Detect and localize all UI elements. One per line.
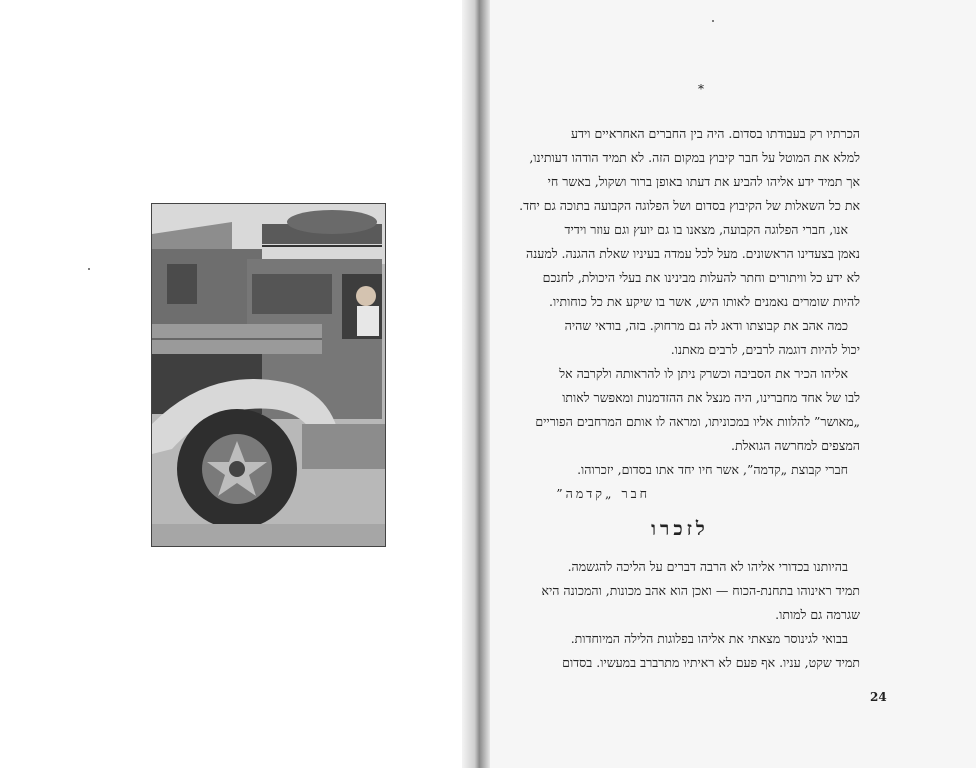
book-spine (462, 0, 490, 768)
star-mark: * (698, 82, 704, 96)
signature-line: חבר „קדמה” (556, 486, 650, 501)
text-line: את כל השאלות של הקיבוץ בסדום ושל הפלוגה הקבועה בתוכה גם יחד. (519, 198, 860, 213)
text-line: להיות שומרים נאמנים לאותו היש, אשר בו שיקע את כל כוחותיו. (549, 294, 860, 309)
text-line: אליהו הכיר את הסביבה וכשרק ניתן לו להראותה ולקרבה אל (559, 366, 848, 381)
text-line: המצפים למחרשה הגואלת. (730, 438, 860, 453)
section-heading: לזכרו (651, 518, 709, 540)
truck-photo (151, 203, 386, 547)
left-page (0, 0, 466, 768)
text-line: אנו, חברי הפלוגה הקבועה, מצאנו בו גם יועץ וגם עוזר וידיד (564, 222, 848, 237)
text-line: שגרמה גם למותו. (775, 607, 860, 622)
text-line: חברי קבוצת „קדמה”, אשר חיו יחד אתו בסדום, יזכרוהו. (577, 462, 848, 477)
truck-photo-illustration (152, 204, 385, 546)
page-number: 24 (870, 690, 887, 704)
text-line: נאמן בצעדינו הראשונים. מעל לכל עמדה בעיניו שאלת ההגנה. למענה (526, 246, 860, 261)
print-speck (88, 268, 90, 270)
text-line: הכרתיו רק בעבודתו בסדום. היה בין החברים האחראיים וידע (570, 126, 860, 141)
text-line: יכול להיות דוגמה לרבים, לרבים מאתנו. (670, 342, 860, 357)
text-line: כמה אהב את קבוצתו ודאג לה גם מרחוק. בזה, בודאי שהיה (564, 318, 848, 333)
text-line: תמיד ראינוהו בתחנת-הכוח — ואכן הוא אהב מכונות, והמכונה היא (541, 583, 860, 598)
text-line: „מאושר” להלוות אליו במכוניתו, ומראה לו אותם המרחבים הפוריים (535, 414, 860, 429)
text-line: לא ידע כל וויתורים וחתר להעלות מבינינו את בעלי היכולת, לחנכם (542, 270, 860, 285)
text-line: למלא את המוטל על חבר קיבוץ במקום הזה. לא תמיד הודהו דעותינו, (529, 150, 860, 165)
text-line: תמיד שקט, עניו. אף פעם לא ראיתיו מתרברב במעשיו. בסדום (562, 655, 860, 670)
text-line: אך תמיד ידע אליהו להביע את דעתו באופן ברור ושקול, באשר חי (547, 174, 860, 189)
memorial-text-bottom (500, 555, 860, 675)
text-line: בבואי לגינוסר מצאתי את אליהו בפלוגות הלילה המיוחדות. (570, 631, 848, 646)
text-line: לבו של אחד מחברינו, היה מנצל את ההזדמנות ומאפשר לאותו (562, 390, 860, 405)
text-line: בהיותנו בכדורי אליהו לא הרבה דברים על הליכה להגשמה. (567, 559, 848, 574)
print-speck (712, 20, 714, 22)
memorial-text-top (500, 122, 860, 506)
